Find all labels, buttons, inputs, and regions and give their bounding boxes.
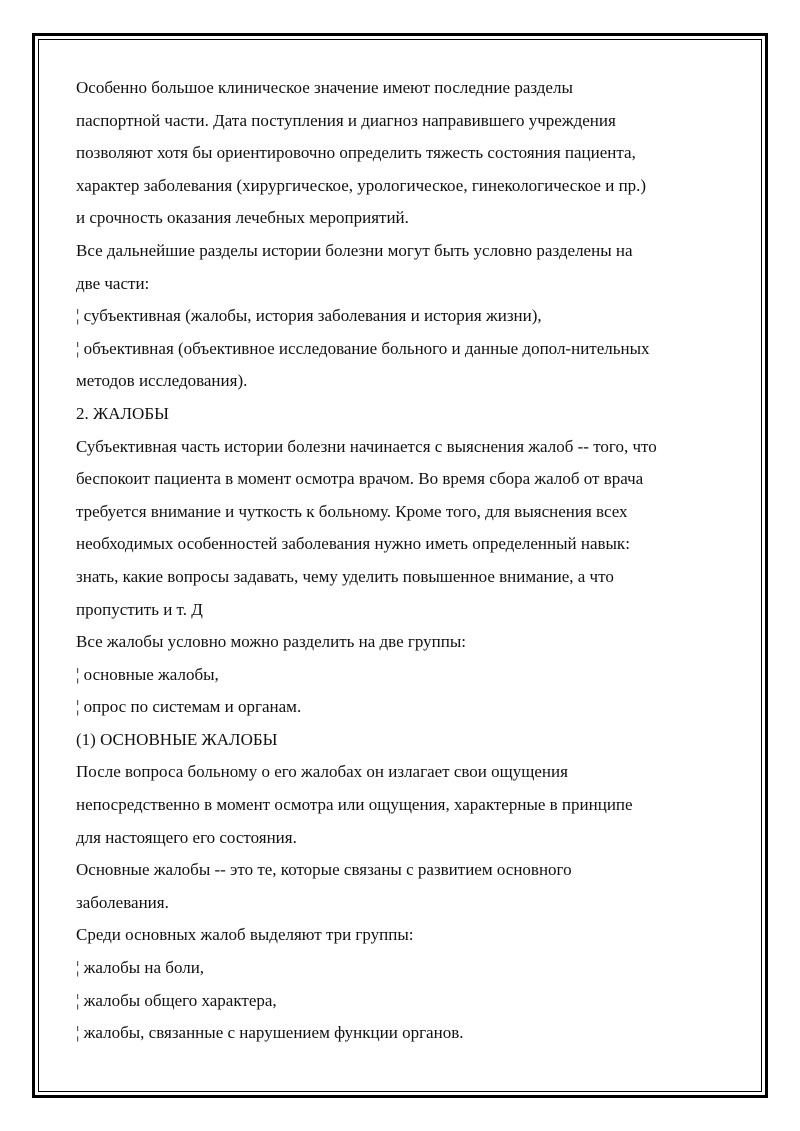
text-line: непосредственно в момент осмотра или ощущения, характерные в принципе	[76, 795, 633, 815]
text-line: Особенно большое клиническое значение имеют последние разделы	[76, 78, 573, 97]
text-line: Среди основных жалоб выделяют три группы:	[76, 925, 414, 945]
text-line: заболевания.	[76, 892, 169, 912]
section-heading: 2. ЖАЛОБЫ	[76, 403, 169, 423]
text-line: и срочность оказания лечебных мероприятий.	[76, 208, 409, 228]
list-item: ¦ опрос по системам и органам.	[76, 697, 302, 717]
list-item: ¦ жалобы на боли,	[76, 958, 205, 978]
text-line: беспокоит пациента в момент осмотра врачом. Во время сбора жалоб от врача	[76, 469, 644, 489]
text-line: характер заболевания (хирургическое, урологическое, гинекологическое и пр.)	[76, 175, 647, 195]
list-item: ¦ основные жалобы,	[76, 664, 219, 684]
text-line: пропустить и т. Д	[76, 599, 203, 619]
text-line: две части:	[76, 273, 150, 293]
text-line: требуется внимание и чуткость к больному. Кроме того, для выяснения всех	[76, 501, 628, 521]
text-line: позволяют хотя бы ориентировочно определить тяжесть состояния пациента,	[76, 143, 636, 163]
list-item: ¦ объективная (объективное исследование больного и данные допол-нительных	[76, 338, 650, 358]
text-line: паспортной части. Дата поступления и диагноз направившего учреждения	[76, 110, 616, 130]
text-line: необходимых особенностей заболевания нужно иметь определенный навык:	[76, 534, 630, 554]
text-line: Основные жалобы -- это те, которые связаны с развитием основного	[76, 860, 572, 880]
text-line: Субъективная часть истории болезни начинается с выяснения жалоб -- того, что	[76, 436, 657, 456]
text-line: для настоящего его состояния.	[76, 827, 297, 847]
list-item: ¦ жалобы, связанные с нарушением функции органов.	[76, 1023, 464, 1043]
list-item: ¦ субъективная (жалобы, история заболевания и история жизни),	[76, 306, 542, 326]
section-heading: (1) ОСНОВНЫЕ ЖАЛОБЫ	[76, 729, 278, 749]
text-line: После вопроса больному о его жалобах он излагает свои ощущения	[76, 762, 568, 782]
document-body	[76, 72, 736, 1050]
list-item: ¦ жалобы общего характера,	[76, 990, 277, 1010]
text-line: Все жалобы условно можно разделить на две группы:	[76, 632, 466, 652]
text-line: методов исследования).	[76, 371, 248, 391]
text-line: Все дальнейшие разделы истории болезни могут быть условно разделены на	[76, 240, 633, 260]
text-line: знать, какие вопросы задавать, чему уделить повышенное внимание, а что	[76, 566, 614, 586]
